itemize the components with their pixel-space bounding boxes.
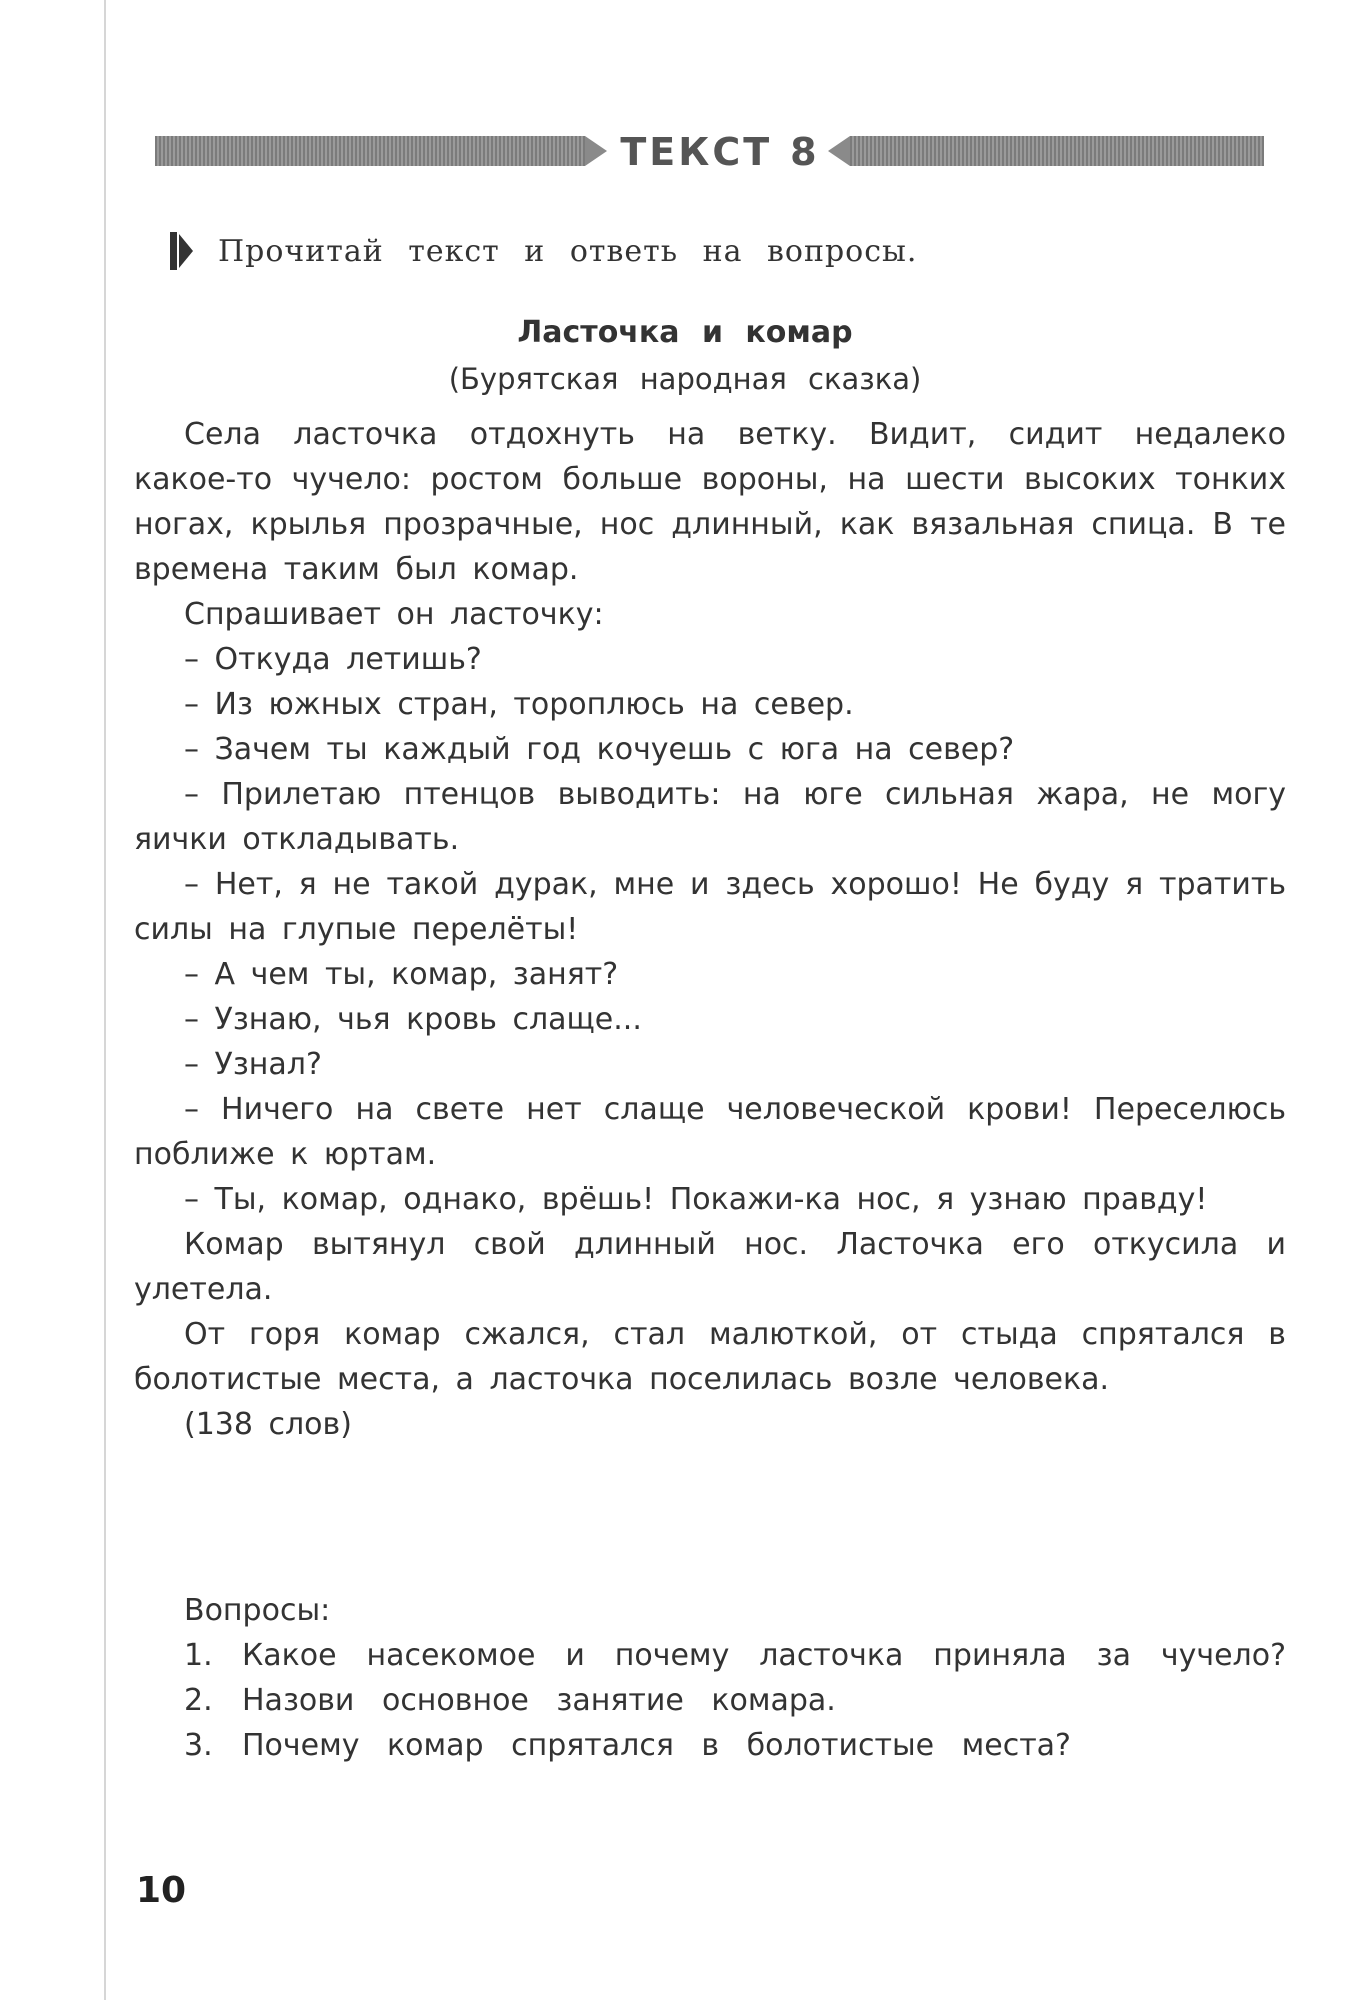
story-paragraph: Спрашивает он ласточку: [184, 597, 604, 632]
dialogue-line: – Прилетаю птенцов выводить: на юге сильная жара, не могу яички откладывать. [134, 777, 1286, 857]
question-item [184, 1678, 1286, 1723]
page-number: 10 [136, 1870, 187, 1911]
dialogue-line: – Узнаю, чья кровь слаще... [184, 1002, 642, 1037]
story-paragraph: Села ласточка отдохнуть на ветку. Видит, сидит недалеко какое-то чучело: ростом больше вороны, на шести высоких тонких ногах, крылья прозрачные, нос длинный, как вязальная спица. В те времена таким был комар. [134, 417, 1286, 587]
question-text: Назови основное занятие комара. [242, 1683, 836, 1718]
instruction-text: Прочитай текст и ответь на вопросы. [218, 233, 918, 269]
section-title-label: ТЕКСТ [620, 130, 773, 174]
story-title: Ласточка и комар [517, 315, 853, 350]
question-text: Почему комар спрятался в болотистые места? [242, 1728, 1071, 1763]
dialogue-line: – Зачем ты каждый год кочуешь с юга на север? [184, 732, 1015, 767]
dialogue-line: – Ты, комар, однако, врёшь! Покажи-ка нос, я узнаю правду! [184, 1182, 1208, 1217]
instruction-marker-icon [170, 230, 196, 272]
section-header [155, 128, 1264, 176]
question-number: 1. [184, 1638, 213, 1673]
word-count: (138 слов) [184, 1407, 352, 1442]
story-paragraph: От горя комар сжался, стал малюткой, от стыда спрятался в болотистые места, а ласточка поселилась возле человека. [134, 1317, 1286, 1397]
questions-section [184, 1588, 1286, 1768]
dialogue-line: – Узнал? [184, 1047, 322, 1082]
question-number: 3. [184, 1728, 213, 1763]
question-text: Какое насекомое и почему ласточка приняла за чучело? [242, 1638, 1286, 1673]
question-item [184, 1723, 1286, 1768]
question-number: 2. [184, 1683, 213, 1718]
dialogue-line: – Откуда летишь? [184, 642, 482, 677]
header-bar-right [850, 136, 1264, 166]
story-subtitle: (Бурятская народная сказка) [448, 362, 922, 396]
section-title-number: 8 [790, 130, 820, 174]
page-edge [104, 0, 106, 2000]
dialogue-line: – Нет, я не такой дурак, мне и здесь хорошо! Не буду я тратить силы на глупые перелёты! [134, 867, 1286, 947]
dialogue-line: – А чем ты, комар, занят? [184, 957, 619, 992]
header-bar-left [155, 136, 585, 166]
section-title [610, 128, 830, 176]
story-body [134, 412, 1286, 1447]
dialogue-line: – Из южных стран, тороплюсь на север. [184, 687, 854, 722]
dialogue-line: – Ничего на свете нет слаще человеческой крови! Переселюсь поближе к юртам. [134, 1092, 1286, 1172]
instruction [170, 228, 917, 274]
story-paragraph: Комар вытянул свой длинный нос. Ласточка его откусила и улетела. [134, 1227, 1286, 1307]
question-item [184, 1633, 1286, 1678]
questions-list [184, 1633, 1286, 1768]
questions-heading: Вопросы: [184, 1593, 331, 1628]
